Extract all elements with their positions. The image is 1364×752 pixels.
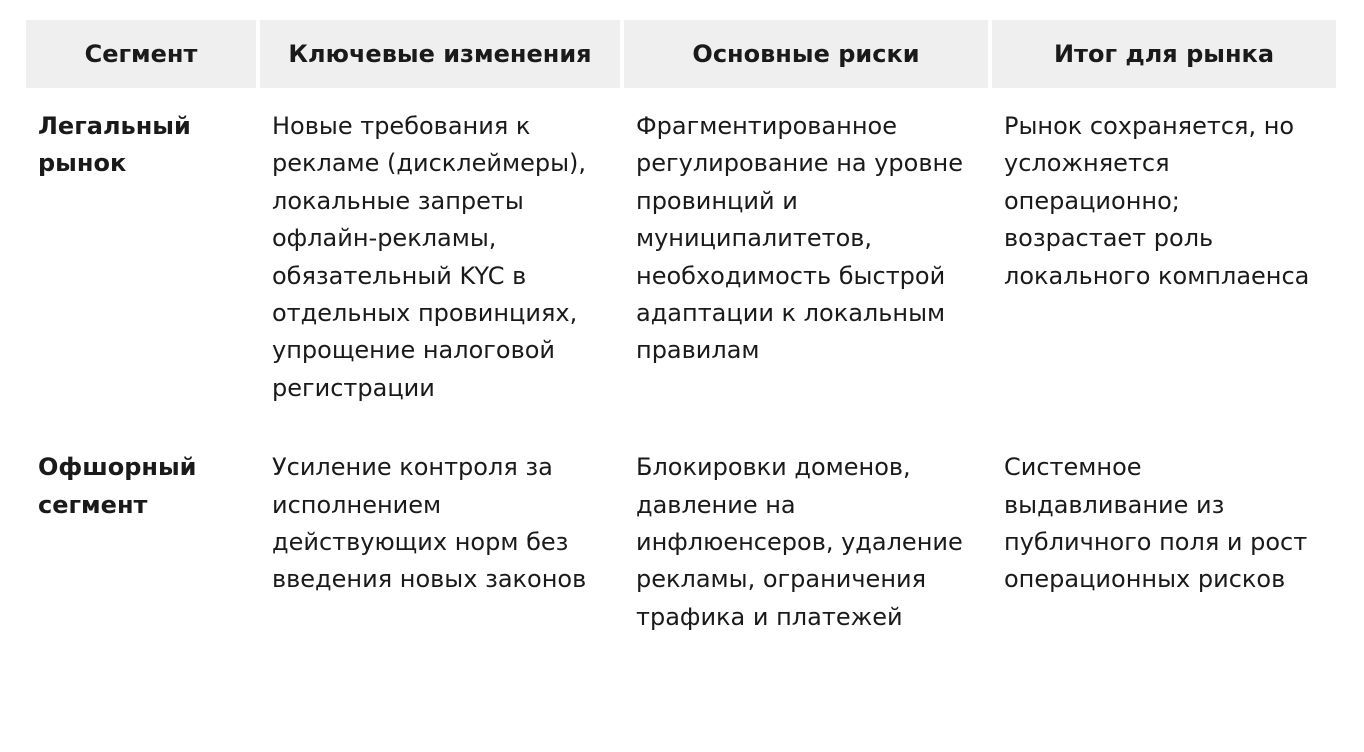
row-segment-cell bbox=[26, 88, 260, 429]
comparison-table bbox=[26, 20, 1336, 646]
row-outcome-cell bbox=[992, 88, 1336, 429]
row-segment-cell bbox=[26, 429, 260, 646]
outcome-text: Рынок сохраняется, но усложняется операционно; возрастает роль локального комплаенса bbox=[1004, 112, 1310, 290]
comparison-table-container bbox=[26, 20, 1336, 646]
table-row bbox=[26, 88, 1336, 429]
row-changes-cell bbox=[260, 429, 624, 646]
header-row bbox=[26, 20, 1336, 88]
outcome-text: Системное выдавливание из публичного поля и рост операционных рисков bbox=[1004, 453, 1308, 594]
table-body bbox=[26, 88, 1336, 646]
header-market-outcome: Итог для рынка bbox=[992, 20, 1336, 88]
row-outcome-cell bbox=[992, 429, 1336, 646]
changes-text: Усиление контроля за исполнением действующих норм без введения новых законов bbox=[272, 453, 587, 594]
segment-label: Легальный рынок bbox=[38, 112, 191, 178]
segment-label: Офшорный сегмент bbox=[38, 453, 197, 519]
header-segment: Сегмент bbox=[26, 20, 260, 88]
risks-text: Блокировки доменов, давление на инфлюенсеров, удаление рекламы, ограничения трафика и платежей bbox=[636, 453, 963, 631]
header-main-risks: Основные риски bbox=[624, 20, 992, 88]
row-changes-cell bbox=[260, 88, 624, 429]
row-risks-cell bbox=[624, 429, 992, 646]
header-key-changes: Ключевые изменения bbox=[260, 20, 624, 88]
row-risks-cell bbox=[624, 88, 992, 429]
changes-text: Новые требования к рекламе (дисклеймеры), локальные запреты офлайн-рекламы, обязательный KYC в отдельных провинциях, упрощение налоговой регистрации bbox=[272, 112, 587, 402]
risks-text: Фрагментированное регулирование на уровне провинций и муниципалитетов, необходимость быстрой адаптации к локальным правилам bbox=[636, 112, 963, 365]
table-row bbox=[26, 429, 1336, 646]
table-header bbox=[26, 20, 1336, 88]
